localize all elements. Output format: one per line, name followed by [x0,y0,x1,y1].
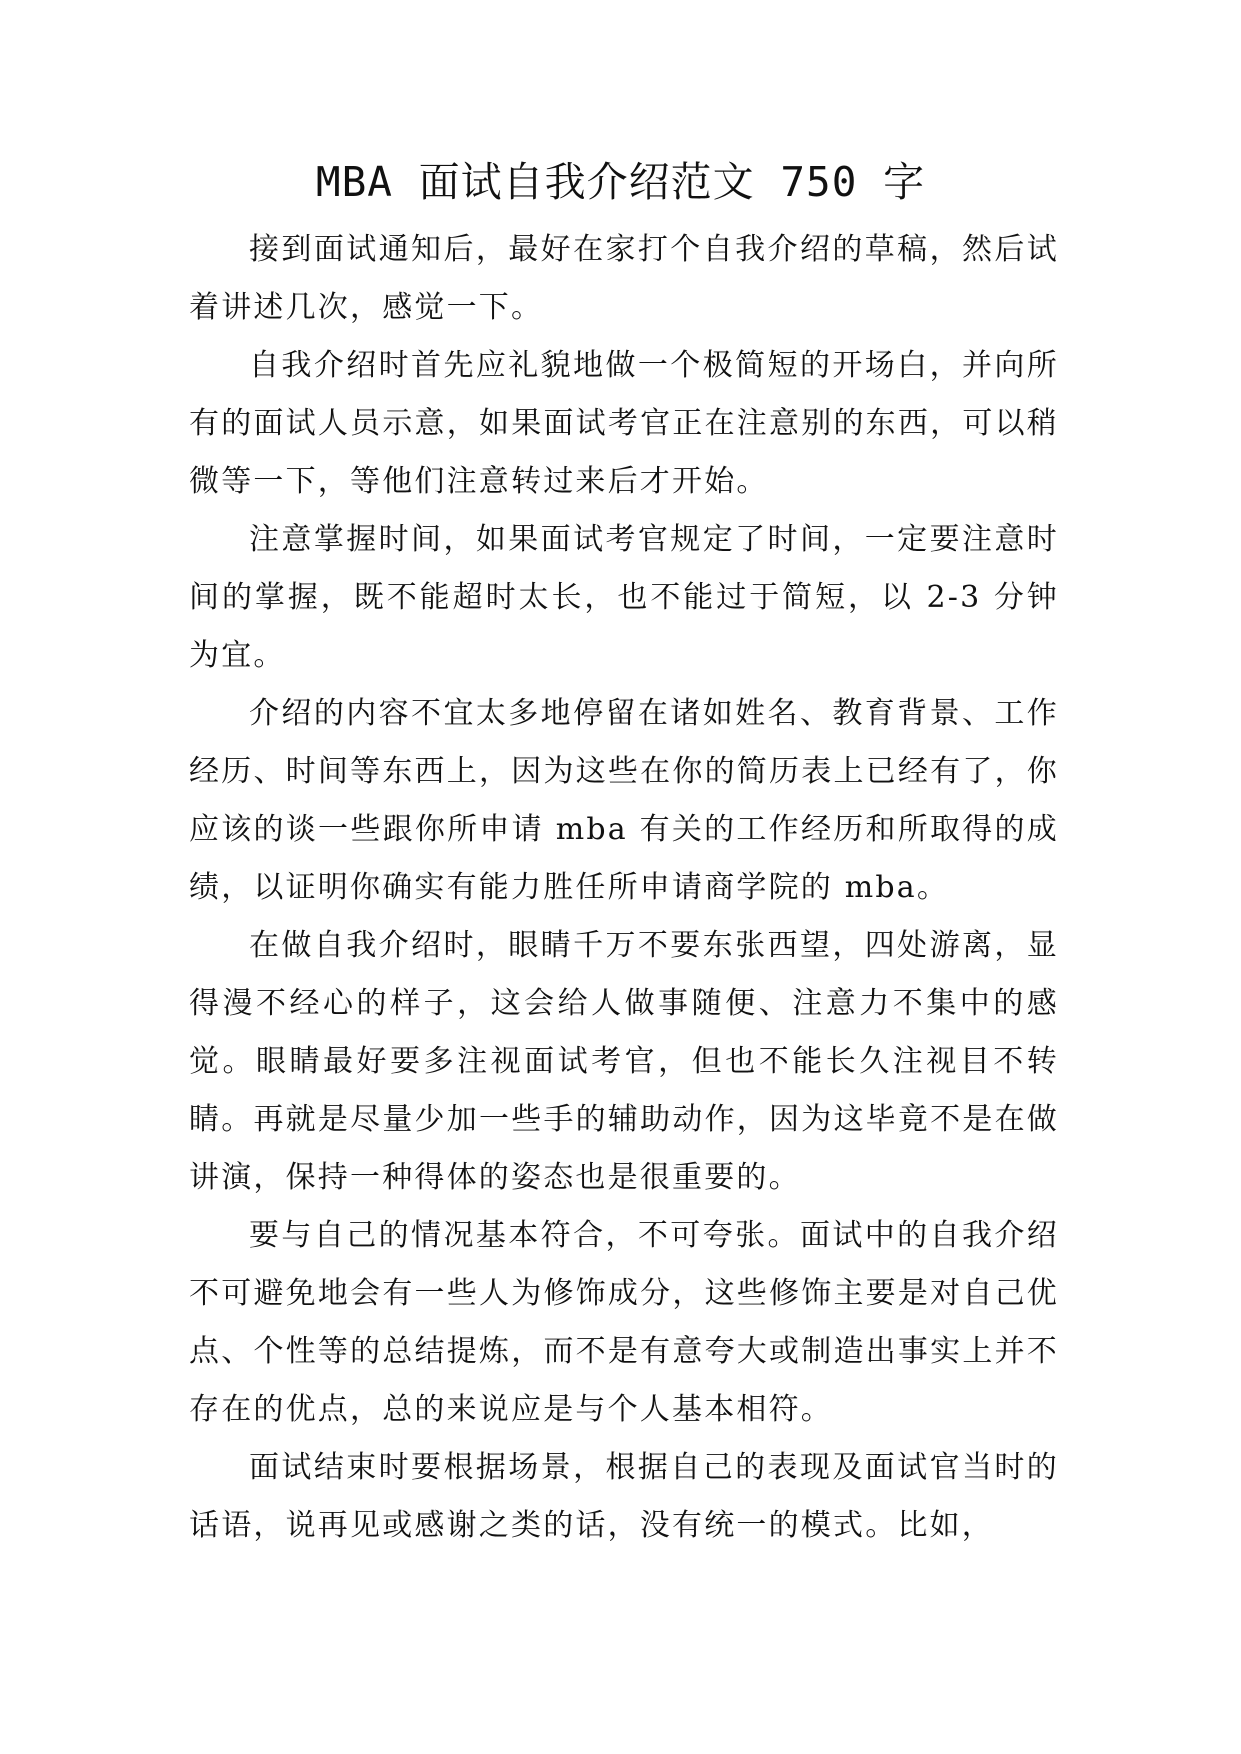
paragraph-1: 接到面试通知后，最好在家打个自我介绍的草稿，然后试着讲述几次，感觉一下。 [189,232,1059,325]
paragraph-4: 介绍的内容不宜太多地停留在诸如姓名、教育背景、工作经历、时间等东西上，因为这些在你的简历表上已经有了，你应该的谈一些跟你所申请 mba 有关的工作经历和所取得的成绩，以证明你确实有能力胜任所申请商学院的 mba。 [189,696,1059,905]
paragraph-6: 要与自己的情况基本符合，不可夸张。面试中的自我介绍不可避免地会有一些人为修饰成分，这些修饰主要是对自己优点、个性等的总结提炼，而不是有意夸大或制造出事实上并不存在的优点，总的来说应是与个人基本相符。 [189,1218,1059,1427]
document-body [189,221,1059,1555]
document-title: MBA 面试自我介绍范文 750 字 [315,158,926,206]
paragraph-7: 面试结束时要根据场景，根据自己的表现及面试官当时的话语，说再见或感谢之类的话，没有统一的模式。比如， [189,1450,1059,1543]
paragraph-5: 在做自我介绍时，眼睛千万不要东张西望，四处游离，显得漫不经心的样子，这会给人做事随便、注意力不集中的感觉。眼睛最好要多注视面试考官，但也不能长久注视目不转睛。再就是尽量少加一些手的辅助动作，因为这毕竟不是在做讲演，保持一种得体的姿态也是很重要的。 [189,928,1059,1195]
paragraph-2: 自我介绍时首先应礼貌地做一个极简短的开场白，并向所有的面试人员示意，如果面试考官正在注意别的东西，可以稍微等一下，等他们注意转过来后才开始。 [189,348,1059,499]
paragraph-3: 注意掌握时间，如果面试考官规定了时间，一定要注意时间的掌握，既不能超时太长，也不能过于简短，以 2-3 分钟为宜。 [189,522,1059,673]
